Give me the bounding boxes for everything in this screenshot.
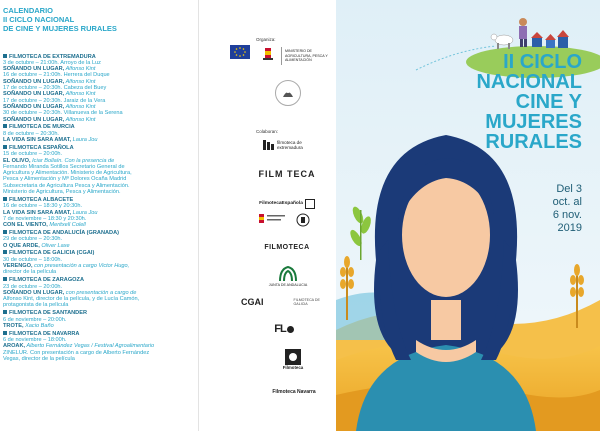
calendar-title-line: II CICLO NACIONAL	[3, 15, 75, 24]
film-credit: con presentación a cargo de	[64, 289, 137, 296]
schedule-line: ZINELUR. Con presentación a cargo de Alberto Fernández	[3, 349, 150, 356]
calendar-list	[3, 52, 195, 362]
rural-women-network-logo	[275, 80, 301, 106]
film-credit: con presentación a cargo Victor Hugo,	[32, 263, 130, 270]
film-title: SOÑANDO UN LUGAR,	[3, 289, 65, 296]
film-credit: Laura Jou	[71, 137, 98, 144]
cover-date-line: Del 3	[556, 183, 582, 195]
schedule-line: protagonista de la película	[3, 302, 69, 309]
filmoteca-espanola-name: FilmotecaEspañola	[259, 201, 303, 206]
film-title: LA VIDA SIN SARA AMAT,	[3, 137, 72, 144]
film-line	[3, 323, 195, 329]
cover-dates	[553, 183, 582, 235]
calendar-title	[3, 6, 117, 33]
cover-title-line: II CICLO	[503, 51, 582, 73]
film-credit: Alfonso Kint	[64, 91, 96, 98]
schedule-line: 23 de octubre – 20:00h.	[3, 283, 63, 290]
bullet-square-icon	[3, 230, 7, 234]
eu-logo	[229, 44, 251, 68]
venue-name: FILMOTECA DE ZARAGOZA	[9, 277, 84, 284]
filmoteca-zaragoza-mark	[287, 326, 294, 333]
film-title: EL OLIVO,	[3, 157, 31, 164]
schedule-line: 15 de octubre – 20:00h.	[3, 151, 63, 158]
schedule-line: Pesca y Alimentación y Mª Dolores Ocaña Madrid	[3, 176, 127, 183]
cover-date-line: 6 nov.	[552, 209, 582, 221]
venue-name: FILMOTECA DE GALICIA (CGAI)	[9, 250, 95, 257]
venue-name: FILMOTECA DE ANDALUCÍA (GRANADA)	[9, 229, 119, 236]
schedule-line: Ministerio de Agricultura, Pesca y Alimentación.	[3, 189, 121, 196]
calendar-panel	[0, 0, 197, 431]
filmoteca-albacete-logo	[257, 240, 317, 254]
filmoteca-extremadura-logo	[263, 138, 315, 152]
film-title: SOÑANDO UN LUGAR,	[3, 103, 65, 110]
venue-name: FILMOTECA ESPAÑOLA	[9, 144, 74, 151]
film-credit: Alberto Fernández Vegas / Festival Agroalimentario	[25, 343, 155, 350]
sponsors-panel	[198, 0, 336, 431]
schedule-line: 29 de octubre – 20:30h.	[3, 236, 63, 243]
cover-panel	[336, 0, 600, 431]
venue-name: FILMOTECA ALBACETE	[9, 196, 74, 203]
cover-title	[476, 52, 582, 152]
schedule-line: 3 de octubre – 21:00h. Arroyo de la Luz	[3, 59, 101, 66]
bullet-square-icon	[3, 310, 7, 314]
bullet-square-icon	[3, 277, 7, 281]
schedule-line: 16 de octubre – 18:30 y 20:30h.	[3, 203, 82, 210]
schedule-line: Agricultura y Alimentación. Ministerio de Agricultura,	[3, 170, 132, 177]
schedule-line: 30 de octubre – 20:30h. Villanueva de la Serena	[3, 110, 123, 117]
film-credit: Alfonso Kint	[64, 116, 96, 123]
filmoteca-albacete-name: FILMOTECA	[264, 243, 310, 251]
film-line	[3, 222, 195, 228]
colabora-label: Colaboran:	[256, 129, 279, 134]
schedule-line: 17 de octubre – 20:30h. Cabeza del Buey	[3, 85, 107, 92]
film-credit: Oliver Laxe	[39, 242, 70, 249]
film-line	[3, 243, 195, 249]
schedule-line: Alfonso Kint, director de la película, y de Lucía Camón,	[3, 296, 140, 303]
film-credit: Alfonso Kint	[64, 66, 96, 73]
filmoteca-espanola-logo	[255, 198, 319, 209]
organiza-label: Organiza:	[256, 37, 276, 42]
bullet-square-icon	[3, 145, 7, 149]
bullet-square-icon	[3, 331, 7, 335]
ministry-name: MINISTERIO DE AGRICULTURA, PESCA Y ALIMENTACIÓN	[285, 49, 328, 63]
filmoteca-cantabria-name: Filmoteca	[282, 364, 304, 370]
schedule-line: Vegas, director de la película	[3, 356, 75, 362]
film-title: SOÑANDO UN LUGAR,	[3, 66, 65, 73]
calendar-title-line: CALENDARIO	[3, 6, 53, 15]
calendar-title-line: DE CINE Y MUJERES RURALES	[3, 24, 117, 33]
ministry-logo	[281, 47, 332, 65]
cgai-logo	[241, 294, 333, 310]
film-title: CON EL VIENTO,	[3, 222, 48, 229]
film-credit: Alfonso Kint	[64, 78, 96, 85]
cover-title-line: CINE Y	[515, 91, 582, 113]
bullet-square-icon	[3, 54, 7, 58]
schedule-line: 17 de octubre – 20:30h. Jaraiz de la Vera	[3, 97, 106, 104]
gov-spain-logo	[257, 46, 279, 66]
venue-name: FILMOTECA DE SANTANDER	[9, 310, 87, 317]
cgai-subtitle: FILMOTECA DE GALICIA	[293, 298, 320, 306]
cgai-name: CGAI	[241, 297, 264, 307]
filmoteca-cantabria-logo	[273, 344, 313, 374]
bullet-square-icon	[3, 197, 7, 201]
filmoteca-navarra-name: Filmoteca Navarra	[272, 389, 316, 396]
filmoteca-navarra-logo	[259, 382, 329, 404]
cover-title-line: MUJERES	[485, 111, 582, 133]
schedule-line: 16 de octubre – 21:00h. Herrera del Duque	[3, 72, 110, 79]
film-title: LA VIDA SIN SARA AMAT,	[3, 209, 72, 216]
filmoteca-espanola-mark	[305, 199, 315, 209]
cover-date-line: oct. al	[552, 196, 582, 208]
filmoteca-murcia-logo	[255, 164, 319, 184]
film-line	[3, 117, 195, 123]
film-credit: Alfonso Kint	[64, 103, 96, 110]
film-title: VERENGO,	[3, 263, 33, 270]
schedule-line: Subsecretaria de Agricultura Pesca y Alimentación.	[3, 182, 130, 189]
film-line	[3, 137, 195, 143]
cover-title-line: NACIONAL	[476, 71, 582, 93]
film-credit: Laura Jou	[71, 209, 98, 216]
junta-andalucia-name: JUNTA DE ANDALUCIA	[268, 283, 308, 287]
film-title: AROAK,	[3, 343, 26, 350]
cover-date-line: 2019	[557, 222, 582, 234]
film-title: SOÑANDO UN LUGAR,	[3, 91, 65, 98]
venue-name: FILMOTECA DE EXTREMADURA	[9, 53, 96, 60]
ministry-culture-logos	[255, 209, 319, 231]
schedule-line: 6 de noviembre – 18:00h.	[3, 337, 67, 344]
film-title: TROTE,	[3, 322, 24, 329]
film-credit: Xacio Baño	[23, 322, 54, 329]
schedule-line: Fernando Miranda Sotillos Secretario General de	[3, 163, 125, 170]
film-title: O QUE ARDE,	[3, 242, 40, 249]
film-title: SOÑANDO UN LUGAR,	[3, 78, 65, 85]
bullet-square-icon	[3, 250, 7, 254]
venue-name: FILMOTECA DE NAVARRA	[9, 330, 80, 337]
bullet-square-icon	[3, 124, 7, 128]
schedule-line: 30 de octubre – 18:00h.	[3, 256, 63, 263]
schedule-line: 6 de noviembre – 20:00h.	[3, 316, 67, 323]
filmoteca-murcia-name: FILM TECA	[258, 169, 316, 179]
filmoteca-zaragoza-name: FL	[274, 323, 286, 335]
schedule-line: 7 de noviembre – 18:30 y 20:30h.	[3, 215, 87, 222]
film-credit: Iciar Bollaín. Con la presencia de	[30, 157, 115, 164]
cover-title-line: RURALES	[485, 131, 582, 153]
film-credit: Meritxell Colell	[47, 222, 86, 229]
farmer-icon	[519, 18, 527, 47]
film-title: SOÑANDO UN LUGAR,	[3, 116, 65, 123]
junta-andalucia-logo	[268, 262, 308, 290]
venue-name: FILMOTECA DE MURCIA	[9, 124, 75, 131]
filmoteca-extremadura-name: filmoteca de extremadura	[277, 140, 303, 150]
schedule-line: director de la película	[3, 269, 57, 276]
schedule-line: 8 de octubre – 20:30h.	[3, 130, 59, 137]
filmoteca-zaragoza-logo	[269, 318, 299, 340]
